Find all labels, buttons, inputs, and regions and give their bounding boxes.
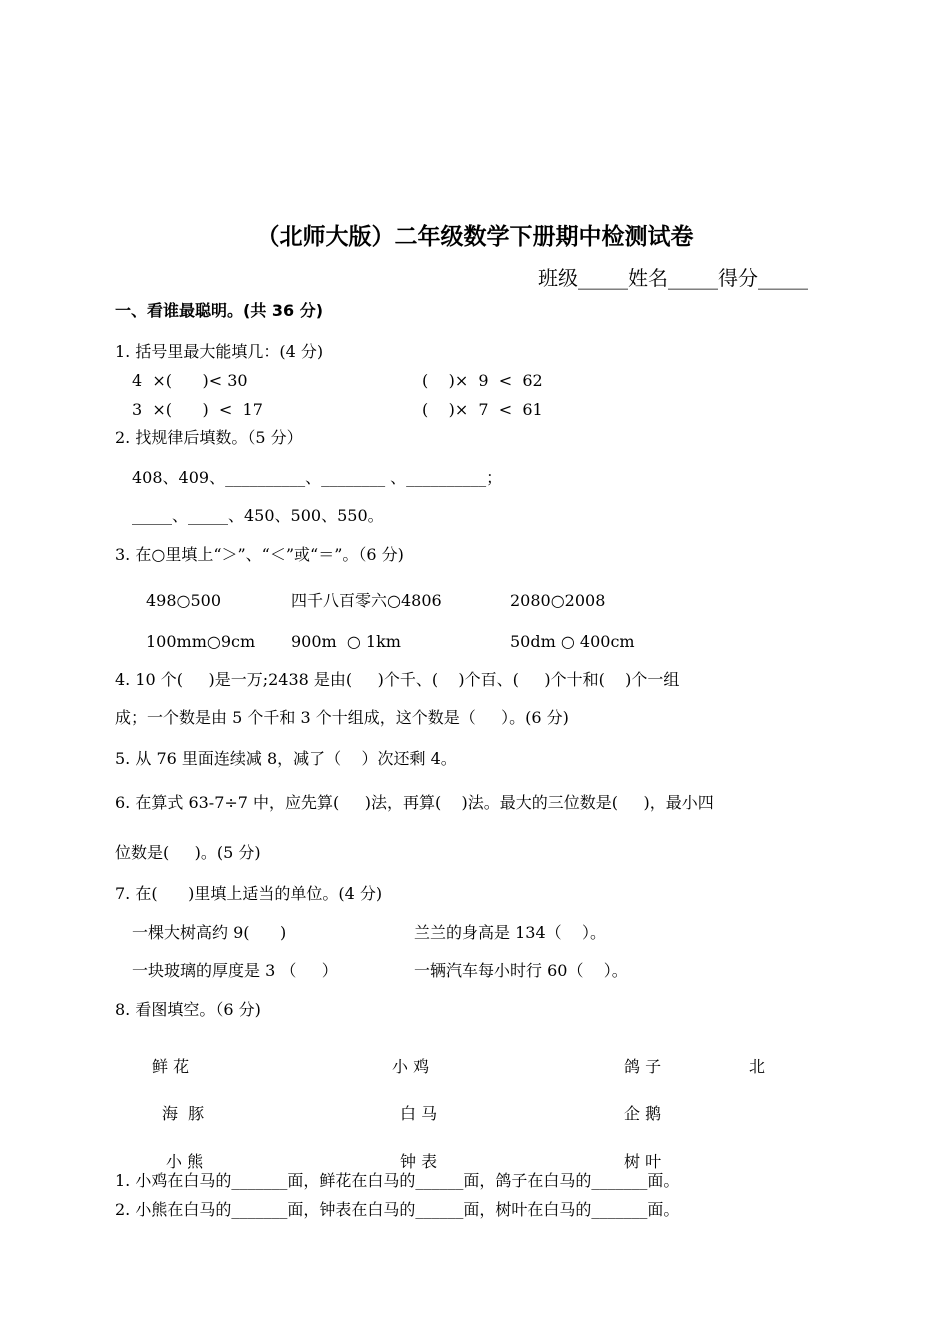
q1-row2-left: 3 ×( ) < 17 [132, 400, 263, 419]
q3-compare-6: 50dm ○ 400cm [510, 632, 635, 651]
q1-row1-right: ( )× 9 < 62 [422, 371, 543, 390]
q1-label: 1. 括号里最大能填几：(4 分) [115, 342, 324, 361]
grid-leaf: 树 叶 [624, 1152, 662, 1171]
grid-pigeon: 鸽 子 [624, 1057, 662, 1076]
q4-line1: 4. 10 个( )是一万;2438 是由( )个千、( )个百、( )个十和( )个一组 [115, 670, 680, 689]
q3-compare-2: 四千八百零六○4806 [291, 591, 442, 610]
section-1-heading: 一、看谁最聪明。(共 36 分) [115, 301, 324, 320]
q3-label: 3. 在○里填上“＞”、“＜”或“＝”。（6 分) [115, 545, 404, 564]
q4-line2: 成；一个数是由 5 个千和 3 个十组成，这个数是（ ）。(6 分) [115, 708, 569, 727]
q3-compare-1: 498○500 [146, 591, 222, 610]
q7-item-a: 一棵大树高约 9( ) [132, 923, 287, 942]
q8-sentence-1: 1. 小鸡在白马的_______面，鲜花在白马的______面，鸽子在白马的_______面。 [115, 1171, 680, 1190]
grid-penguin: 企 鹅 [624, 1104, 662, 1123]
header-fields: 班级_____姓名_____得分_____ [538, 266, 808, 290]
q6-line2: 位数是( )。(5 分) [115, 843, 261, 862]
q2-line2: _____、_____、450、500、550。 [132, 506, 384, 525]
page-title: （北师大版）二年级数学下册期中检测试卷 [256, 224, 694, 250]
grid-bear: 小 熊 [166, 1152, 204, 1171]
q8-sentence-2: 2. 小熊在白马的_______面，钟表在白马的______面，树叶在白马的_______面。 [115, 1200, 680, 1219]
q7-item-b: 兰兰的身高是 134（ ）。 [414, 923, 606, 942]
q5: 5. 从 76 里面连续减 8，减了（ ）次还剩 4。 [115, 749, 457, 768]
q1-row1-left: 4 ×( )< 30 [132, 371, 248, 390]
q7-label: 7. 在( )里填上适当的单位。(4 分) [115, 884, 383, 903]
q1-row2-right: ( )× 7 < 61 [422, 400, 543, 419]
q3-compare-5: 900m ○ 1km [291, 632, 401, 651]
q3-compare-4: 100mm○9cm [146, 632, 256, 651]
q2-label: 2. 找规律后填数。（5 分） [115, 428, 303, 447]
grid-flower: 鲜 花 [152, 1057, 190, 1076]
q8-label: 8. 看图填空。（6 分) [115, 1000, 261, 1019]
grid-white-horse: 白 马 [400, 1104, 438, 1123]
q2-line1: 408、409、__________、________ 、__________； [132, 468, 503, 487]
q3-compare-3: 2080○2008 [510, 591, 606, 610]
grid-dolphin: 海 豚 [162, 1104, 205, 1123]
q7-item-d: 一辆汽车每小时行 60（ ）。 [414, 961, 628, 980]
grid-north: 北 [749, 1057, 766, 1076]
q7-item-c: 一块玻璃的厚度是 3 （ ） [132, 961, 338, 980]
grid-chick: 小 鸡 [392, 1057, 430, 1076]
q6-line1: 6. 在算式 63-7÷7 中，应先算( )法，再算( )法。最大的三位数是( )，最小四 [115, 793, 714, 812]
grid-clock: 钟 表 [400, 1152, 438, 1171]
